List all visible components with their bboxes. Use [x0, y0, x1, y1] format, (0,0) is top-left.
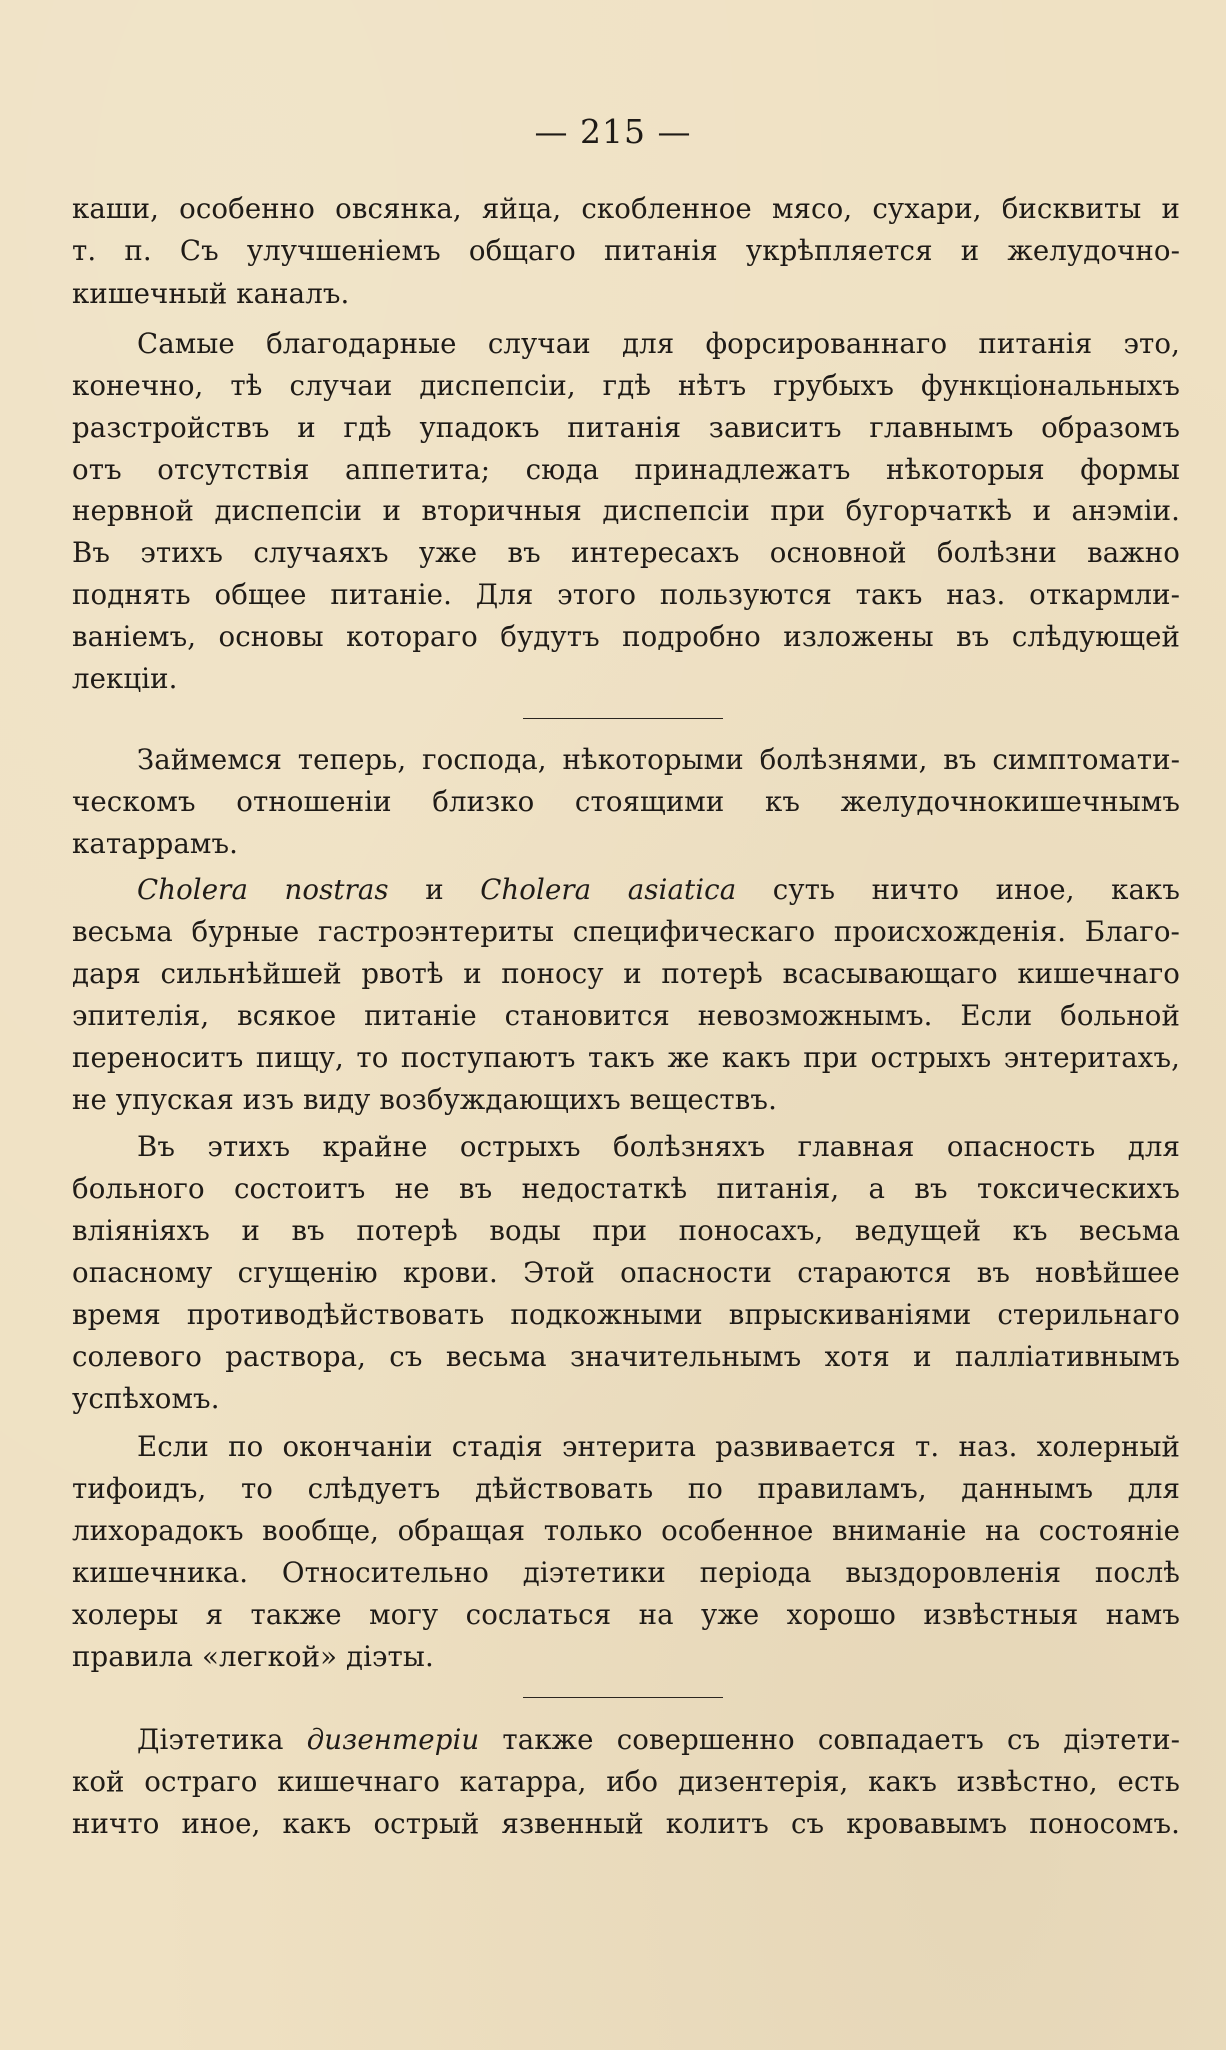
- text-line: кишечника. Относительно діэтетики періода выздоровленія послѣ: [72, 1556, 1180, 1589]
- text-fragment: также совершенно совпадаетъ съ діэтети-: [502, 1723, 1181, 1756]
- text-line: переноситъ пищу, то поступаютъ такъ же какъ при острыхъ энтеритахъ,: [72, 1041, 1180, 1074]
- text-line: солевого раствора, съ весьма значительнымъ хотя и палліативнымъ: [72, 1340, 1180, 1373]
- text-line: конечно, тѣ случаи диспепсіи, гдѣ нѣтъ грубыхъ функціональныхъ: [72, 369, 1180, 402]
- text-line: тифоидъ, то слѣдуетъ дѣйствовать по правиламъ, даннымъ для: [72, 1472, 1180, 1505]
- page-number: — 215 —: [534, 112, 692, 151]
- text-line: не упуская изъ виду возбуждающихъ веществъ.: [72, 1083, 777, 1116]
- text-line: кой остраго кишечнаго катарра, ибо дизентерія, какъ извѣстно, есть: [72, 1765, 1180, 1798]
- text-line: весьма бурные гастроэнтериты специфическаго происхожденія. Благо-: [72, 915, 1180, 948]
- emphasis-term: дизентеріи: [306, 1723, 480, 1756]
- text-line: катаррамъ.: [72, 827, 238, 860]
- text-line: время противодѣйствовать подкожными впрыскиваніями стерильнаго: [72, 1298, 1180, 1331]
- text-line: нервной диспепсіи и вторичныя диспепсіи при бугорчаткѣ и анэміи.: [72, 494, 1180, 527]
- text-line: т. п. Съ улучшеніемъ общаго питанія укрѣпляется и желудочно-: [72, 234, 1180, 267]
- latin-term: Cholera asiatica: [480, 873, 737, 906]
- text-line: ваніемъ, основы котораго будутъ подробно изложены въ слѣдующей: [72, 620, 1180, 653]
- text-line: Самые благодарные случаи для форсированнаго питанія это,: [137, 327, 1180, 360]
- text-line: больного состоитъ не въ недостаткѣ питанія, а въ токсическихъ: [72, 1172, 1180, 1205]
- text-line: отъ отсутствія аппетита; сюда принадлежатъ нѣкоторыя формы: [72, 453, 1180, 486]
- text-line: Въ этихъ случаяхъ уже въ интересахъ основной болѣзни важно: [72, 536, 1180, 569]
- text-fragment: суть ничто иное, какъ: [772, 873, 1181, 906]
- text-line: вліяніяхъ и въ потерѣ воды при поносахъ, ведущей къ весьма: [72, 1214, 1180, 1247]
- text-line-mixed: [137, 1723, 1181, 1756]
- text-line: лекціи.: [72, 662, 178, 695]
- text-line: Займемся теперь, господа, нѣкоторыми болѣзнями, въ симптомати-: [137, 743, 1180, 776]
- text-line: правила «легкой» діэты.: [72, 1640, 434, 1673]
- section-divider: [523, 718, 723, 719]
- text-line: каши, особенно овсянка, яйца, скобленное мясо, сухари, бисквиты и: [72, 192, 1180, 225]
- text-line: успѣхомъ.: [72, 1382, 220, 1415]
- text-line-mixed: [137, 873, 1181, 906]
- section-divider: [523, 1697, 723, 1698]
- text-line: холеры я также могу сослаться на уже хорошо извѣстныя намъ: [72, 1598, 1180, 1631]
- latin-term: Cholera nostras: [137, 873, 389, 906]
- text-line: Если по окончаніи стадія энтерита развивается т. наз. холерный: [137, 1430, 1180, 1463]
- text-fragment: и: [425, 873, 444, 906]
- text-line: ничто иное, какъ острый язвенный колитъ съ кровавымъ поносомъ.: [72, 1807, 1180, 1840]
- text-line: Въ этихъ крайне острыхъ болѣзняхъ главная опасность для: [137, 1130, 1180, 1163]
- text-line: поднять общее питаніе. Для этого пользуются такъ наз. откармли-: [72, 578, 1180, 611]
- text-line: даря сильнѣйшей рвотѣ и поносу и потерѣ всасывающаго кишечнаго: [72, 957, 1180, 990]
- text-line: кишечный каналъ.: [72, 277, 350, 310]
- text-line: разстройствъ и гдѣ упадокъ питанія зависитъ главнымъ образомъ: [72, 411, 1180, 444]
- text-line: эпителія, всякое питаніе становится невозможнымъ. Если больной: [72, 999, 1180, 1032]
- text-line: опасному сгущенію крови. Этой опасности стараются въ новѣйшее: [72, 1256, 1180, 1289]
- text-line: ческомъ отношеніи близко стоящими къ желудочнокишечнымъ: [72, 785, 1180, 818]
- text-fragment: Діэтетика: [137, 1723, 284, 1756]
- text-line: лихорадокъ вообще, обращая только особенное вниманіе на состояніе: [72, 1514, 1180, 1547]
